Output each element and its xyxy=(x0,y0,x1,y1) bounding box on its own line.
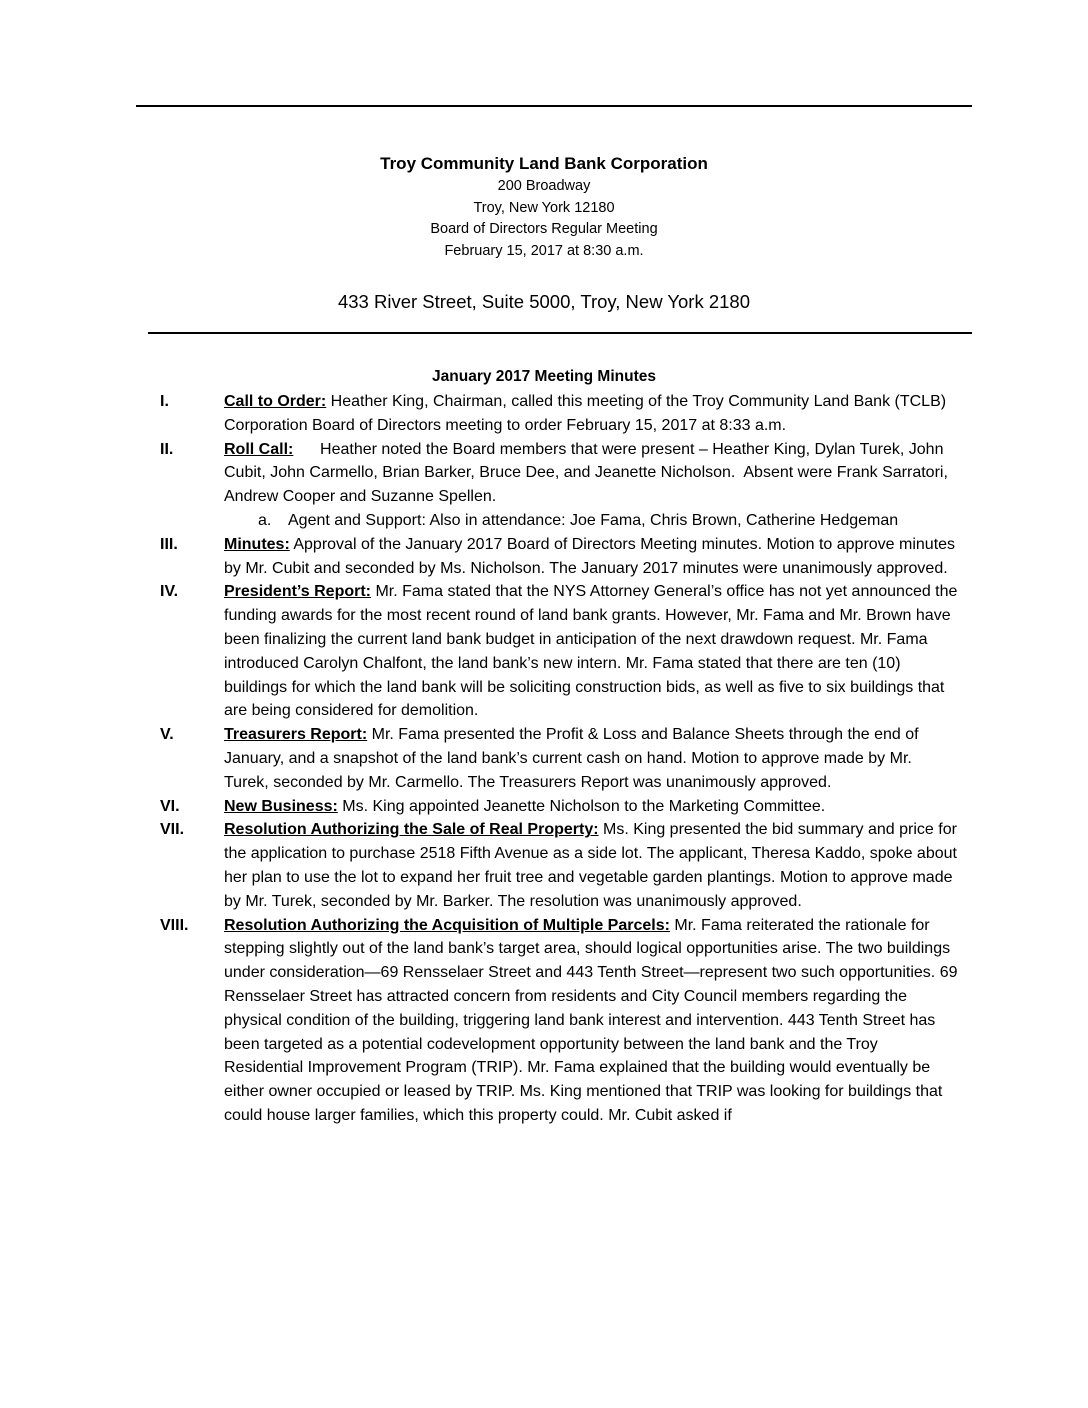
item-title: Resolution Authorizing the Acquisition of Multiple Parcels: xyxy=(224,916,670,934)
item-numeral: V. xyxy=(160,726,174,744)
subitem-text: Agent and Support: Also in attendance: Joe Fama, Chris Brown, Catherine Hedgeman xyxy=(288,511,899,529)
header-rule xyxy=(148,332,972,334)
item-numeral: VIII. xyxy=(160,916,189,934)
minutes-item-roll-call xyxy=(160,438,960,509)
item-numeral: IV. xyxy=(160,583,179,601)
item-title: Call to Order: xyxy=(224,393,327,410)
item-title: President’s Report: xyxy=(224,583,371,601)
minutes-item-minutes xyxy=(160,533,960,581)
organization-name: Troy Community Land Bank Corporation xyxy=(380,154,708,173)
top-rule xyxy=(136,105,972,107)
minutes-items xyxy=(160,390,960,1128)
item-title: Roll Call: xyxy=(224,440,294,458)
item-text: Ms. King presented the bid summary and price for the application to purchase 2518 Fifth Avenue as a side lot. The applicant, Theresa Kaddo, spoke about her plan to use the lot to expand her fruit tree and vegetable garden plantings. Motion to approve made by Mr. Turek, seconded by Mr. Barker. The resolution was unanimously approved. xyxy=(224,821,957,910)
letterhead xyxy=(136,152,952,262)
item-text: Mr. Fama stated that the NYS Attorney General’s office has not yet announced the funding awards for the most recent round of land bank grants. However, Mr. Fama and Mr. Brown have been finalizing the current land bank budget in anticipation of the next drawdown request. Mr. Fama introduced Carolyn Chalfont, the land bank’s new intern. Mr. Fama stated that there are ten (10) buildings for which the land bank will be soliciting construction bids, as well as five to six buildings that are being considered for demolition. xyxy=(224,583,958,720)
address-line: 200 Broadway xyxy=(497,178,591,194)
minutes-item-sale-of-real-property xyxy=(160,818,960,913)
item-text: Mr. Fama presented the Profit & Loss and Balance Sheets through the end of January, and a snapshot of the land bank’s current cash on hand. Motion to approve made by Mr. Turek, seconded by Mr. Carmello. The Treasurers Report was unanimously approved. xyxy=(224,726,919,791)
subitem-letter: a. xyxy=(258,511,272,529)
minutes-title: January 2017 Meeting Minutes xyxy=(432,368,656,385)
item-title: Minutes: xyxy=(224,535,290,553)
item-numeral: II. xyxy=(160,440,174,458)
city-line: Troy, New York 12180 xyxy=(473,199,615,216)
item-text: Heather noted the Board members that were present – Heather King, Dylan Turek, John Cubit, John Carmello, Brian Barker, Bruce Dee, and Jeanette Nicholson. Absent were Frank Sarratori, Andrew Cooper and Suzanne Spellen. xyxy=(224,440,952,506)
item-title: Resolution Authorizing the Sale of Real Property: xyxy=(224,821,599,839)
item-text: Ms. King appointed Jeanette Nicholson to the Marketing Committee. xyxy=(337,797,826,815)
item-numeral: III. xyxy=(160,535,178,553)
meeting-location: 433 River Street, Suite 5000, Troy, New York 2180 xyxy=(337,291,751,312)
item-numeral: VI. xyxy=(160,797,180,815)
item-numeral: VII. xyxy=(160,821,185,839)
item-text: Approval of the January 2017 Board of Directors Meeting minutes. Motion to approve minutes by Mr. Cubit and seconded by Ms. Nicholson. The January 2017 minutes were unanimously approved. xyxy=(224,535,956,577)
item-title: Treasurers Report: xyxy=(224,726,368,744)
item-numeral: I. xyxy=(160,393,169,410)
meeting-type: Board of Directors Regular Meeting xyxy=(430,221,658,237)
meeting-datetime: February 15, 2017 at 8:30 a.m. xyxy=(444,242,644,259)
minutes-subitem-agent-support xyxy=(160,509,960,533)
minutes-item-presidents-report xyxy=(160,580,960,723)
minutes-item-new-business xyxy=(160,795,960,819)
minutes-item-call-to-order xyxy=(160,390,960,438)
minutes-item-treasurers-report xyxy=(160,723,960,794)
minutes-item-acquisition-of-parcels xyxy=(160,914,960,1128)
item-text: Heather King, Chairman, called this meeting of the Troy Community Land Bank (TCLB) Corporation Board of Directors meeting to order February 15, 2017 at 8:33 a.m. xyxy=(224,393,947,434)
item-text: Mr. Fama reiterated the rationale for stepping slightly out of the land bank’s target area, should logical opportunities arise. The two buildings under consideration—69 Rensselaer Street and 443 Tenth Street—represent two such opportunities. 69 Rensselaer Street has attracted concern from residents and City Council members regarding the physical condition of the building, triggering land bank interest and intervention. 443 Tenth Street has been targeted as a potential codevelopment opportunity between the land bank and the Troy Residential Improvement Program (TRIP). Mr. Fama explained that the building would eventually be either owner occupied or leased by TRIP. Ms. King mentioned that TRIP was looking for buildings that could house larger families, which this property could. Mr. Cubit asked if xyxy=(224,916,958,1124)
item-title: New Business: xyxy=(224,797,338,815)
